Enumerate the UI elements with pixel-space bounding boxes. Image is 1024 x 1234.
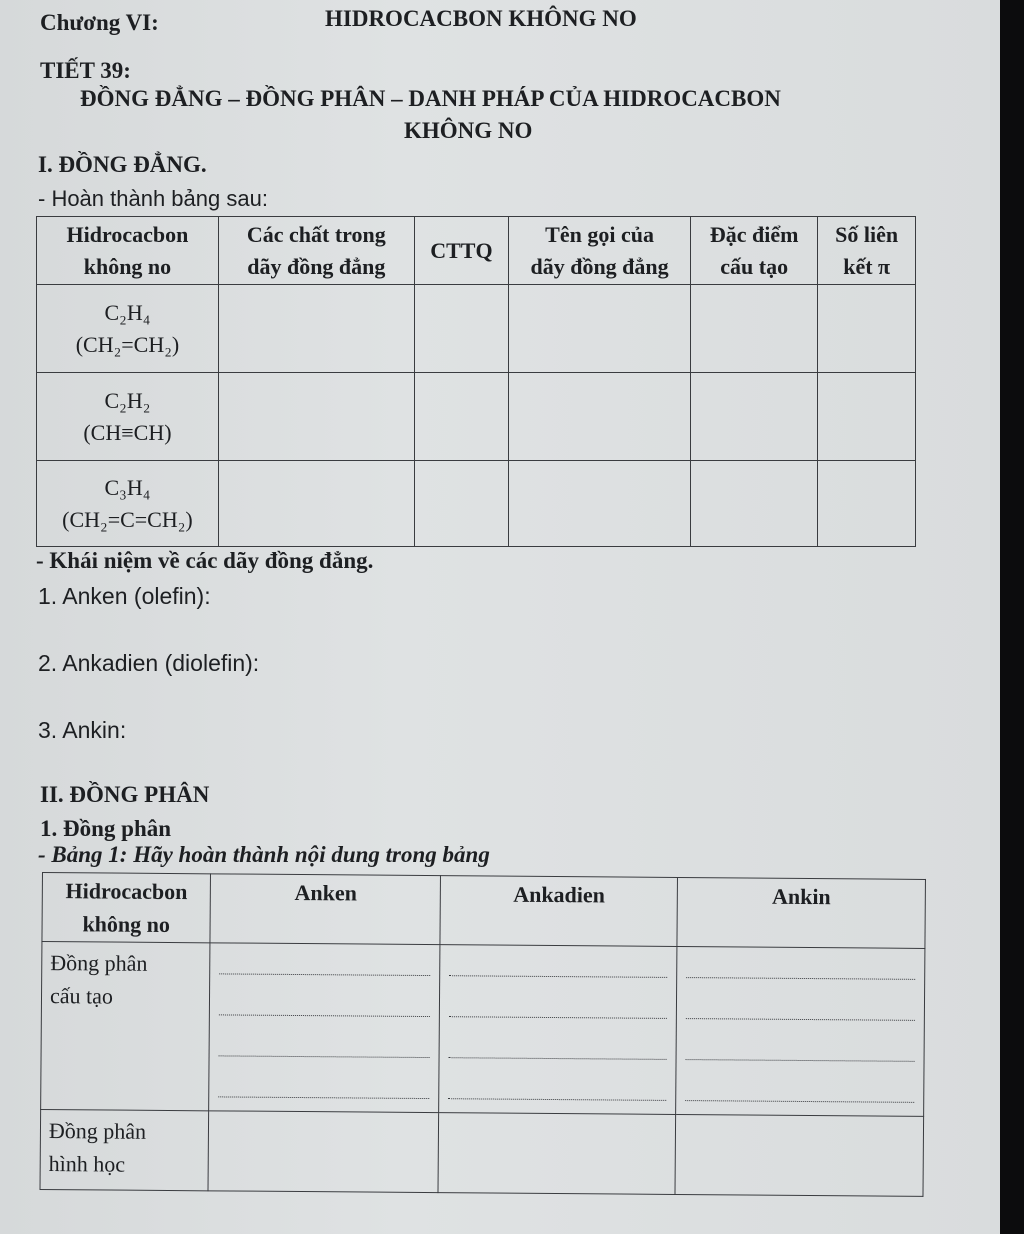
header-cell-text: Tên gọi của bbox=[545, 221, 654, 247]
header-cell-text: Ankin bbox=[771, 883, 831, 910]
concept-heading: - Khái niệm về các dãy đồng đẳng. bbox=[36, 548, 374, 573]
hydrocarbon-cell bbox=[37, 373, 219, 461]
blank-cell[interactable] bbox=[414, 373, 508, 461]
page-edge-shadow bbox=[1000, 0, 1024, 1234]
table-row bbox=[37, 285, 916, 373]
header-cell-text: kết π bbox=[843, 253, 891, 279]
header-cell-text: cấu tạo bbox=[720, 253, 789, 279]
header-cell-text: Đặc điểm bbox=[709, 221, 799, 247]
blank-cell[interactable] bbox=[218, 285, 414, 373]
row-label-structural bbox=[41, 942, 211, 1111]
blank-cell[interactable] bbox=[438, 1113, 675, 1195]
formula-text: C₂H₂ bbox=[104, 387, 151, 413]
header-pi-bonds bbox=[818, 217, 916, 285]
blank-cell[interactable] bbox=[509, 285, 691, 373]
item-ankadien: 2. Ankadien (diolefin): bbox=[38, 650, 260, 676]
header-cell-text: CTTQ bbox=[430, 237, 493, 263]
header-members bbox=[218, 217, 414, 285]
item-ankin: 3. Ankin: bbox=[38, 717, 127, 743]
instruction-text: - Hoàn thành bảng sau: bbox=[38, 186, 268, 211]
header-hydrocarbon bbox=[42, 873, 211, 943]
header-cell-text: Anken bbox=[294, 879, 357, 906]
row-label-text: cấu tạo bbox=[49, 983, 114, 1009]
blank-cell[interactable] bbox=[818, 461, 916, 547]
header-cell-text: dãy đồng đẳng bbox=[247, 253, 386, 279]
structure-text: (CH≡CH) bbox=[83, 419, 172, 445]
isomer-table bbox=[40, 872, 926, 1197]
blank-cell[interactable] bbox=[675, 1114, 924, 1196]
table-row bbox=[40, 1109, 924, 1196]
blank-cell[interactable] bbox=[414, 285, 508, 373]
lesson-label: TIẾT 39: bbox=[40, 58, 131, 83]
header-cell-text: Ankadien bbox=[513, 881, 606, 908]
header-general-formula bbox=[414, 217, 508, 285]
header-cell-text: Hidrocacbon bbox=[66, 221, 189, 247]
section-2-subheading: 1. Đồng phân bbox=[40, 816, 172, 841]
chapter-label: Chương VI: bbox=[40, 10, 159, 35]
header-cell-text: không no bbox=[83, 253, 172, 279]
row-label-text: hình học bbox=[48, 1151, 126, 1177]
structure-text: (CH₂=C=CH₂) bbox=[62, 506, 193, 532]
header-ankadien bbox=[440, 876, 677, 947]
header-cell-text: Hidrocacbon bbox=[65, 878, 188, 905]
blank-cell[interactable] bbox=[691, 285, 818, 373]
row-label-text: Đồng phân bbox=[50, 950, 148, 976]
formula-text: C₂H₄ bbox=[104, 299, 151, 325]
blank-cell[interactable] bbox=[509, 373, 691, 461]
hydrocarbon-cell bbox=[37, 285, 219, 373]
header-ankin bbox=[677, 877, 925, 948]
blank-cell[interactable] bbox=[218, 461, 414, 547]
homologous-series-table bbox=[36, 216, 916, 547]
answer-cell-anken[interactable] bbox=[209, 943, 441, 1113]
header-structure bbox=[691, 217, 818, 285]
lesson-title-line-1: ĐỒNG ĐẲNG – ĐỒNG PHÂN – DANH PHÁP CỦA HIDROCACBON bbox=[80, 86, 781, 111]
blank-cell[interactable] bbox=[691, 373, 818, 461]
chapter-title: HIDROCACBON KHÔNG NO bbox=[325, 6, 637, 31]
header-cell-text: dãy đồng đẳng bbox=[530, 253, 669, 279]
blank-cell[interactable] bbox=[208, 1111, 439, 1193]
table-caption: - Bảng 1: Hãy hoàn thành nội dung trong bảng bbox=[38, 842, 490, 867]
header-anken bbox=[210, 874, 441, 945]
blank-cell[interactable] bbox=[509, 461, 691, 547]
section-2-heading: II. ĐỒNG PHÂN bbox=[40, 782, 210, 807]
row-label-text: Đồng phân bbox=[48, 1118, 147, 1144]
table-row bbox=[41, 942, 925, 1117]
answer-cell-ankadien[interactable] bbox=[439, 945, 677, 1115]
blank-cell[interactable] bbox=[818, 373, 916, 461]
blank-cell[interactable] bbox=[218, 373, 414, 461]
blank-cell[interactable] bbox=[691, 461, 818, 547]
row-label-geometric bbox=[40, 1109, 209, 1190]
table-row bbox=[37, 461, 916, 547]
header-series-name bbox=[509, 217, 691, 285]
header-cell-text: Số liên bbox=[835, 221, 899, 247]
item-anken: 1. Anken (olefin): bbox=[38, 583, 211, 609]
structure-text: (CH₂=CH₂) bbox=[75, 331, 180, 357]
blank-cell[interactable] bbox=[818, 285, 916, 373]
blank-cell[interactable] bbox=[414, 461, 508, 547]
formula-text: C₃H₄ bbox=[104, 474, 151, 500]
section-1-heading: I. ĐỒNG ĐẲNG. bbox=[38, 152, 207, 177]
table-row bbox=[37, 373, 916, 461]
header-hydrocarbon bbox=[37, 217, 219, 285]
hydrocarbon-cell bbox=[37, 461, 219, 547]
header-cell-text: không no bbox=[82, 911, 171, 938]
header-cell-text: Các chất trong bbox=[246, 221, 386, 247]
answer-cell-ankin[interactable] bbox=[676, 946, 925, 1116]
lesson-title-line-2: KHÔNG NO bbox=[404, 118, 533, 143]
